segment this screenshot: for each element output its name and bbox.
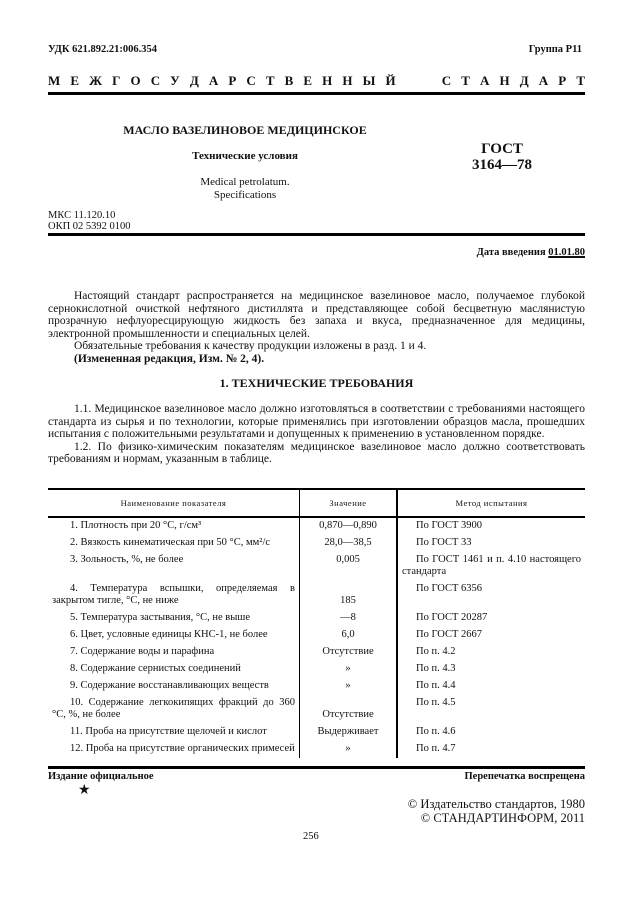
- column-header-method: Метод испытания: [397, 489, 585, 517]
- banner-letter: Е: [70, 73, 80, 88]
- method-cell: По ГОСТ 33: [416, 537, 472, 548]
- value-cell: Отсутствие: [300, 644, 398, 661]
- value-cell: Отсутствие: [300, 695, 398, 724]
- english-title-line1: Medical petrolatum.: [200, 176, 290, 188]
- official-edition-label: Издание официальное: [48, 771, 154, 782]
- banner-letter: Д: [519, 73, 529, 88]
- intro-paragraph: Настоящий стандарт распространяется на медицинское вазелиновое масло, получаемое глубокой сернокислотной очисткой нефтяного дистиллята и представляющее собой бесцветную маслянистую прозрачную нефлуоресцирующую жидкость без запаха и вкуса, предназначенное для медицины, электронной промышленности и специальных целей.: [48, 290, 585, 340]
- indicator-cell: 2. Вязкость кинематическая при 50 °С, мм²/с: [48, 535, 300, 552]
- gost-number: 3164—78: [472, 157, 532, 173]
- document-title: МАСЛО ВАЗЕЛИНОВОЕ МЕДИЦИНСКОЕ: [123, 123, 367, 137]
- banner-letter: Н: [342, 73, 353, 88]
- method-cell: По п. 4.4: [416, 680, 456, 691]
- copyright-block: [408, 797, 585, 825]
- value-cell: 0,870—0,890: [300, 517, 398, 535]
- indicator-cell: 9. Содержание восстанавливающих веществ: [48, 678, 300, 695]
- banner-letter: У: [170, 73, 180, 88]
- banner-letter: Р: [228, 73, 237, 88]
- method-cell: По ГОСТ 6356: [416, 583, 483, 594]
- banner-letter: А: [538, 73, 549, 88]
- banner-letter: В: [284, 73, 294, 88]
- method-cell: По п. 4.5: [416, 697, 456, 708]
- english-title: [120, 176, 370, 202]
- banner-letter: Ы: [362, 73, 376, 88]
- intro-mandatory-note: Обязательные требования к качеству продукции изложены в разд. 1 и 4.: [74, 340, 427, 352]
- table-row: [48, 695, 585, 724]
- method-cell: По п. 4.6: [416, 726, 456, 737]
- banner-letter: Ж: [89, 73, 102, 88]
- table-row: [48, 724, 585, 741]
- indicator-cell: 12. Проба на присутствие органических примесей: [48, 741, 300, 758]
- okp-code: ОКП 02 5392 0100: [48, 220, 131, 232]
- banner-letter: С: [246, 73, 256, 88]
- section1-body: [48, 403, 585, 466]
- group-code: Группа Р11: [528, 44, 582, 55]
- gost-designation: [452, 141, 552, 173]
- value-cell: 185: [300, 581, 398, 610]
- value-cell: »: [300, 661, 398, 678]
- banner-letter: Г: [112, 73, 121, 88]
- table-row: [48, 517, 585, 535]
- banner-letter: С: [441, 73, 452, 88]
- page-number: 256: [303, 831, 319, 842]
- document-subtitle: Технические условия: [192, 150, 298, 162]
- banner-letter: Р: [558, 73, 567, 88]
- classification-codes: [48, 211, 131, 232]
- table-row: [48, 741, 585, 758]
- title-divider: [48, 233, 585, 236]
- indicator-cell: 7. Содержание воды и парафина: [48, 644, 300, 661]
- banner-letter: Н: [499, 73, 510, 88]
- indicator-cell: 5. Температура застывания, °С, не выше: [48, 610, 300, 627]
- introduction-date: [477, 247, 585, 258]
- table-header-row: [48, 489, 585, 517]
- table-row: [48, 535, 585, 552]
- indicator-cell: 10. Содержание легкокипящих фракций до 360 °С, %, не более: [48, 695, 300, 724]
- method-cell: По ГОСТ 20287: [416, 612, 488, 623]
- mks-code: МКС 11.120.10: [48, 210, 116, 221]
- udk-code: УДК 621.892.21:006.354: [48, 44, 157, 55]
- indicator-cell: 8. Содержание сернистых соединений: [48, 661, 300, 678]
- introduction-date-label: Дата введения: [476, 247, 549, 258]
- interstate-standard-banner: [48, 73, 585, 89]
- method-cell: По п. 4.2: [416, 646, 456, 657]
- banner-letter: Й: [385, 73, 396, 88]
- indicator-cell: 3. Зольность, %, не более: [48, 552, 300, 581]
- indicator-cell: 1. Плотность при 20 °С, г/см³: [48, 517, 300, 535]
- copyright-line-1: © Издательство стандартов, 1980: [407, 797, 585, 811]
- specification-table: [48, 488, 585, 758]
- banner-letter: А: [480, 73, 490, 88]
- method-cell: По п. 4.7: [416, 743, 456, 754]
- table-row: [48, 627, 585, 644]
- banner-letter: Т: [461, 73, 470, 88]
- method-cell: По ГОСТ 1461 и п. 4.10 настоящего стандарта: [402, 554, 581, 577]
- banner-letter: С: [150, 73, 161, 88]
- gost-label: ГОСТ: [481, 141, 523, 157]
- table-row: [48, 581, 585, 610]
- section-heading: 1. ТЕХНИЧЕСКИЕ ТРЕБОВАНИЯ: [219, 376, 414, 390]
- banner-gap: [406, 73, 432, 89]
- indicator-cell: 11. Проба на присутствие щелочей и кислот: [48, 724, 300, 741]
- column-header-value: Значение: [300, 489, 398, 517]
- value-cell: »: [300, 741, 398, 758]
- banner-letter: М: [48, 73, 61, 88]
- clause-1-2: 1.2. По физико-химическим показателям медицинское вазелиновое масло должно соответствовать требованиям и нормам, указанным в таблице.: [48, 440, 585, 465]
- table-row: [48, 644, 585, 661]
- method-cell: По ГОСТ 3900: [416, 520, 483, 531]
- intro-section: [48, 290, 585, 365]
- value-cell: 6,0: [300, 627, 398, 644]
- banner-letter: Д: [189, 73, 199, 88]
- clause-1-1: 1.1. Медицинское вазелиновое масло должно изготовляться в соответствии с требованиями настоящего стандарта из сырья и по технологии, которые применялись при изготовлении образцов масла, прошедших испытания с положительными результатами и допущенных к применению в установленном порядке.: [48, 403, 585, 440]
- table-row: [48, 678, 585, 695]
- method-cell: По п. 4.3: [416, 663, 456, 674]
- value-cell: Выдерживает: [300, 724, 398, 741]
- banner-letter: Н: [322, 73, 333, 88]
- banner-letter: А: [208, 73, 219, 88]
- method-cell: По ГОСТ 2667: [416, 629, 483, 640]
- star-icon: ★: [78, 783, 91, 798]
- value-cell: —8: [300, 610, 398, 627]
- banner-letter: О: [130, 73, 141, 88]
- copyright-line-2: © СТАНДАРТИНФОРМ, 2011: [420, 811, 585, 825]
- value-cell: 28,0—38,5: [300, 535, 398, 552]
- reprint-prohibited-label: Перепечатка воспрещена: [464, 771, 585, 782]
- introduction-date-value: 01.01.80: [548, 247, 585, 258]
- table-row: [48, 610, 585, 627]
- amendment-note: (Измененная редакция, Изм. № 2, 4).: [74, 352, 265, 365]
- indicator-cell: 4. Температура вспышки, определяемая в закрытом тигле, °С, не ниже: [48, 581, 300, 610]
- table-row: [48, 552, 585, 581]
- banner-letter: Т: [265, 73, 275, 88]
- value-cell: 0,005: [300, 552, 398, 581]
- indicator-cell: 6. Цвет, условные единицы КНС-1, не более: [48, 627, 300, 644]
- banner-letter: Т: [576, 73, 585, 88]
- header-divider: [48, 92, 585, 95]
- column-header-indicator: Наименование показателя: [48, 489, 300, 517]
- table-row: [48, 661, 585, 678]
- banner-letter: Е: [303, 73, 313, 88]
- footer-divider: [48, 766, 585, 769]
- value-cell: »: [300, 678, 398, 695]
- english-title-line2: Specifications: [213, 189, 277, 201]
